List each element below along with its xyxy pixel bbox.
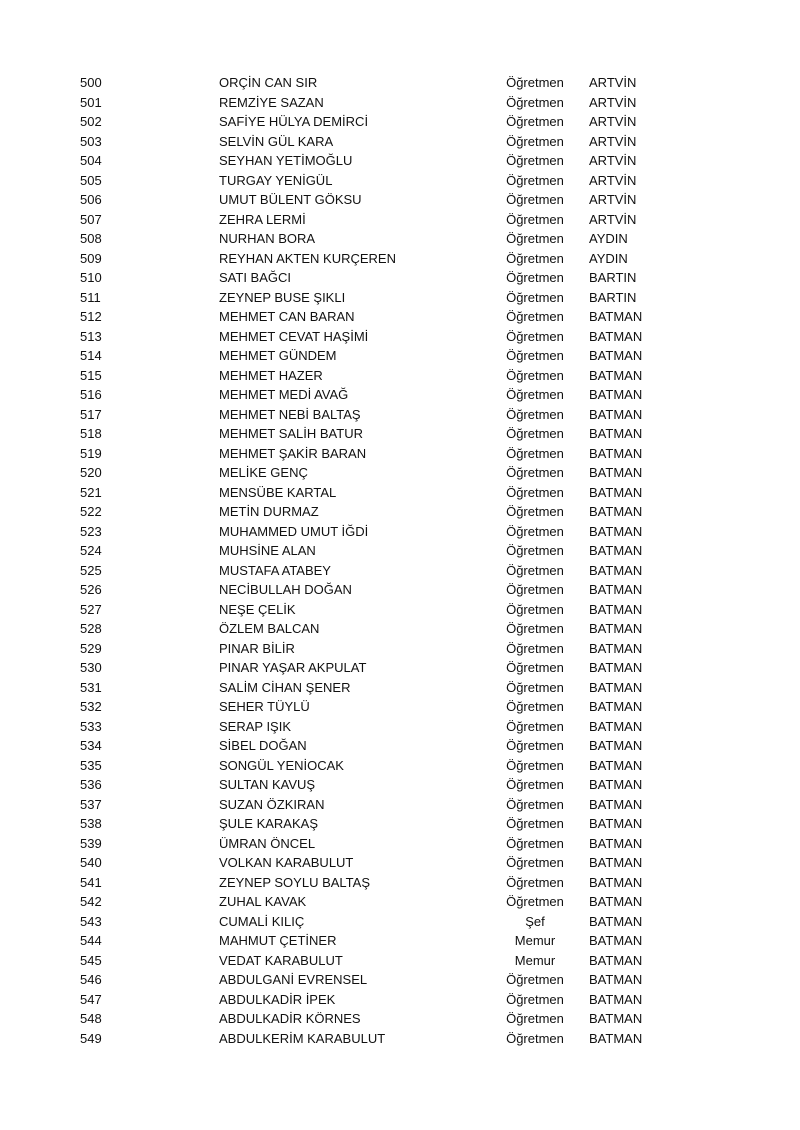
list-row — [0, 892, 800, 912]
job-title: Öğretmen — [506, 367, 564, 383]
row-number: 518 — [80, 426, 102, 441]
row-number: 537 — [80, 796, 102, 812]
person-name: PINAR YAŞAR AKPULAT — [219, 660, 367, 675]
job-title: Memur — [514, 952, 556, 968]
city-name: BATMAN — [589, 757, 643, 773]
job-title: Öğretmen — [506, 328, 564, 344]
person-name: SERAP IŞIK — [219, 718, 292, 734]
city-name: AYDIN — [589, 231, 628, 246]
person-name: ZUHAL KAVAK — [219, 894, 307, 909]
person-name: NEŞE ÇELİK — [219, 601, 296, 617]
person-name: MEHMET NEBİ BALTAŞ — [219, 406, 361, 422]
city-name: BATMAN — [589, 679, 643, 695]
row-number: 508 — [80, 231, 102, 246]
person-name: SATI BAĞCI — [219, 270, 291, 285]
list-row — [0, 463, 800, 483]
person-name: ZEHRA LERMİ — [219, 211, 306, 227]
list-row — [0, 268, 800, 288]
person-name: MEHMET MEDİ AVAĞ — [219, 387, 349, 402]
list-row — [0, 619, 800, 639]
row-number: 539 — [80, 835, 102, 851]
list-row — [0, 834, 800, 854]
city-name: BATMAN — [589, 484, 643, 500]
list-row — [0, 1009, 800, 1029]
city-name: BATMAN — [589, 777, 643, 792]
person-name: ABDULKADİR KÖRNES — [219, 1011, 361, 1026]
row-number: 528 — [80, 621, 102, 636]
person-name: TURGAY YENİGÜL — [219, 172, 333, 188]
job-title: Öğretmen — [506, 640, 564, 656]
city-name: ARTVİN — [589, 192, 637, 207]
row-number: 542 — [80, 894, 102, 909]
person-name: ZEYNEP SOYLU BALTAŞ — [219, 874, 370, 890]
row-number: 548 — [80, 1011, 102, 1026]
city-name: BATMAN — [589, 718, 643, 734]
row-number: 515 — [80, 367, 102, 383]
row-number: 506 — [80, 192, 102, 207]
list-row — [0, 990, 800, 1010]
job-title: Öğretmen — [506, 582, 564, 597]
city-name: ARTVİN — [589, 153, 637, 168]
person-name: MELİKE GENÇ — [219, 465, 308, 480]
list-row — [0, 951, 800, 971]
city-name: BATMAN — [589, 738, 643, 753]
city-name: BATMAN — [589, 621, 643, 636]
row-number: 524 — [80, 543, 102, 558]
person-name: MEHMET CEVAT HAŞİMİ — [219, 328, 369, 344]
list-row — [0, 249, 800, 269]
city-name: BATMAN — [589, 874, 643, 890]
list-row — [0, 678, 800, 698]
row-number: 543 — [80, 913, 102, 929]
job-title: Öğretmen — [506, 309, 564, 324]
row-number: 540 — [80, 855, 102, 870]
list-row — [0, 756, 800, 776]
job-title: Öğretmen — [506, 718, 564, 734]
list-row — [0, 288, 800, 308]
person-name: ÖZLEM BALCAN — [219, 621, 320, 636]
city-name: BATMAN — [589, 504, 643, 519]
list-row — [0, 522, 800, 542]
list-row — [0, 736, 800, 756]
person-name: ÜMRAN ÖNCEL — [219, 835, 316, 851]
city-name: BATMAN — [589, 699, 643, 714]
row-number: 549 — [80, 1030, 102, 1046]
city-name: ARTVİN — [589, 94, 637, 110]
person-name: MEHMET SALİH BATUR — [219, 426, 363, 441]
row-number: 520 — [80, 465, 102, 480]
city-name: BATMAN — [589, 1030, 643, 1046]
row-number: 514 — [80, 348, 102, 363]
list-row — [0, 853, 800, 873]
city-name: BATMAN — [589, 445, 643, 461]
row-number: 507 — [80, 211, 102, 227]
city-name: BATMAN — [589, 660, 643, 675]
row-number: 531 — [80, 679, 102, 695]
list-row — [0, 190, 800, 210]
job-title: Öğretmen — [506, 972, 564, 987]
list-row — [0, 600, 800, 620]
row-number: 512 — [80, 309, 102, 324]
row-number: 546 — [80, 972, 102, 987]
job-title: Öğretmen — [506, 231, 564, 246]
job-title: Öğretmen — [506, 757, 564, 773]
row-number: 516 — [80, 387, 102, 402]
city-name: BATMAN — [589, 348, 643, 363]
job-title: Öğretmen — [506, 699, 564, 714]
row-number: 534 — [80, 738, 102, 753]
person-name: MUHSİNE ALAN — [219, 543, 316, 558]
city-name: BATMAN — [589, 1011, 643, 1026]
list-row — [0, 639, 800, 659]
person-name: SALİM CİHAN ŞENER — [219, 679, 351, 695]
list-row — [0, 873, 800, 893]
job-title: Memur — [514, 933, 556, 948]
list-row — [0, 697, 800, 717]
row-number: 547 — [80, 991, 102, 1007]
list-row — [0, 580, 800, 600]
city-name: ARTVİN — [589, 114, 637, 129]
row-number: 529 — [80, 640, 102, 656]
row-number: 544 — [80, 933, 102, 948]
row-number: 545 — [80, 952, 102, 968]
row-number: 532 — [80, 699, 102, 714]
list-row — [0, 151, 800, 171]
row-number: 533 — [80, 718, 102, 734]
job-title: Öğretmen — [506, 796, 564, 812]
list-row — [0, 171, 800, 191]
person-name: ABDULKADİR İPEK — [219, 991, 336, 1007]
person-name: MEHMET ŞAKİR BARAN — [219, 445, 367, 461]
person-name: MUHAMMED UMUT İĞDİ — [219, 523, 369, 539]
list-row — [0, 424, 800, 444]
list-row — [0, 931, 800, 951]
person-name: SULTAN KAVUŞ — [219, 777, 316, 792]
row-number: 519 — [80, 445, 102, 461]
job-title: Öğretmen — [506, 465, 564, 480]
row-number: 521 — [80, 484, 102, 500]
person-name: MENSÜBE KARTAL — [219, 484, 337, 500]
row-number: 538 — [80, 816, 102, 831]
city-name: ARTVİN — [589, 75, 637, 90]
row-number: 501 — [80, 94, 102, 110]
list-row — [0, 717, 800, 737]
person-name: SEYHAN YETİMOĞLU — [219, 153, 353, 168]
city-name: BATMAN — [589, 796, 643, 812]
person-name: NECİBULLAH DOĞAN — [219, 582, 352, 597]
list-row — [0, 912, 800, 932]
list-row — [0, 210, 800, 230]
person-name: REMZİYE SAZAN — [219, 94, 324, 110]
list-row — [0, 385, 800, 405]
row-number: 527 — [80, 601, 102, 617]
job-title: Öğretmen — [506, 133, 564, 149]
city-name: AYDIN — [589, 250, 628, 266]
job-title: Öğretmen — [506, 601, 564, 617]
personnel-list — [0, 73, 800, 1048]
person-name: ORÇİN CAN SIR — [219, 75, 318, 90]
job-title: Öğretmen — [506, 621, 564, 636]
person-name: MEHMET HAZER — [219, 367, 323, 383]
person-name: VEDAT KARABULUT — [219, 952, 343, 968]
job-title: Öğretmen — [506, 289, 564, 305]
row-number: 505 — [80, 172, 102, 188]
city-name: BATMAN — [589, 523, 643, 539]
city-name: BATMAN — [589, 640, 643, 656]
job-title: Öğretmen — [506, 406, 564, 422]
list-row — [0, 93, 800, 113]
row-number: 502 — [80, 114, 102, 129]
person-name: ABDULKERİM KARABULUT — [219, 1030, 386, 1046]
city-name: BATMAN — [589, 562, 643, 578]
person-name: REYHAN AKTEN KURÇEREN — [219, 250, 396, 266]
list-row — [0, 561, 800, 581]
city-name: ARTVİN — [589, 172, 637, 188]
city-name: BATMAN — [589, 465, 643, 480]
city-name: BATMAN — [589, 367, 643, 383]
person-name: ABDULGANİ EVRENSEL — [219, 972, 368, 987]
list-row — [0, 814, 800, 834]
person-name: MAHMUT ÇETİNER — [219, 933, 337, 948]
city-name: BATMAN — [589, 972, 643, 987]
job-title: Öğretmen — [506, 153, 564, 168]
job-title: Öğretmen — [506, 816, 564, 831]
job-title: Öğretmen — [506, 172, 564, 188]
city-name: BATMAN — [589, 543, 643, 558]
job-title: Öğretmen — [506, 543, 564, 558]
row-number: 509 — [80, 250, 102, 266]
person-name: PINAR BİLİR — [219, 640, 295, 656]
job-title: Öğretmen — [506, 874, 564, 890]
city-name: BATMAN — [589, 933, 643, 948]
list-row — [0, 970, 800, 990]
job-title: Öğretmen — [506, 348, 564, 363]
job-title: Öğretmen — [506, 562, 564, 578]
job-title: Öğretmen — [506, 211, 564, 227]
row-number: 522 — [80, 504, 102, 519]
person-name: METİN DURMAZ — [219, 504, 319, 519]
row-number: 513 — [80, 328, 102, 344]
person-name: NURHAN BORA — [219, 231, 316, 246]
job-title: Öğretmen — [506, 1030, 564, 1046]
job-title: Öğretmen — [506, 777, 564, 792]
list-row — [0, 229, 800, 249]
city-name: ARTVİN — [589, 133, 637, 149]
city-name: BATMAN — [589, 952, 643, 968]
job-title: Şef — [525, 913, 545, 929]
person-name: MEHMET CAN BARAN — [219, 309, 355, 324]
person-name: ZEYNEP BUSE ŞIKLI — [219, 289, 346, 305]
job-title: Öğretmen — [506, 75, 564, 90]
job-title: Öğretmen — [506, 660, 564, 675]
list-row — [0, 444, 800, 464]
list-row — [0, 73, 800, 93]
list-row — [0, 775, 800, 795]
person-name: MUSTAFA ATABEY — [219, 562, 331, 578]
list-row — [0, 795, 800, 815]
job-title: Öğretmen — [506, 894, 564, 909]
city-name: BATMAN — [589, 601, 643, 617]
city-name: BATMAN — [589, 991, 643, 1007]
city-name: BATMAN — [589, 816, 643, 831]
city-name: BATMAN — [589, 426, 643, 441]
person-name: SUZAN ÖZKIRAN — [219, 796, 325, 812]
row-number: 536 — [80, 777, 102, 792]
job-title: Öğretmen — [506, 1011, 564, 1026]
list-row — [0, 307, 800, 327]
job-title: Öğretmen — [506, 270, 564, 285]
row-number: 500 — [80, 75, 102, 90]
job-title: Öğretmen — [506, 835, 564, 851]
person-name: SONGÜL YENİOCAK — [219, 757, 344, 773]
person-name: SEHER TÜYLÜ — [219, 699, 310, 714]
row-number: 525 — [80, 562, 102, 578]
city-name: BARTIN — [589, 289, 637, 305]
person-name: MEHMET GÜNDEM — [219, 348, 337, 363]
row-number: 517 — [80, 406, 102, 422]
job-title: Öğretmen — [506, 679, 564, 695]
job-title: Öğretmen — [506, 426, 564, 441]
row-number: 535 — [80, 757, 102, 773]
city-name: BATMAN — [589, 387, 643, 402]
row-number: 541 — [80, 874, 102, 890]
job-title: Öğretmen — [506, 114, 564, 129]
city-name: BATMAN — [589, 913, 643, 929]
job-title: Öğretmen — [506, 192, 564, 207]
city-name: ARTVİN — [589, 211, 637, 227]
row-number: 503 — [80, 133, 102, 149]
job-title: Öğretmen — [506, 991, 564, 1007]
person-name: UMUT BÜLENT GÖKSU — [219, 192, 362, 207]
job-title: Öğretmen — [506, 94, 564, 110]
row-number: 523 — [80, 523, 102, 539]
person-name: SİBEL DOĞAN — [219, 738, 307, 753]
job-title: Öğretmen — [506, 523, 564, 539]
city-name: BATMAN — [589, 328, 643, 344]
row-number: 530 — [80, 660, 102, 675]
city-name: BARTIN — [589, 270, 637, 285]
job-title: Öğretmen — [506, 445, 564, 461]
list-row — [0, 327, 800, 347]
job-title: Öğretmen — [506, 855, 564, 870]
job-title: Öğretmen — [506, 738, 564, 753]
person-name: ŞULE KARAKAŞ — [219, 816, 318, 831]
person-name: VOLKAN KARABULUT — [219, 855, 354, 870]
person-name: CUMALİ KILIÇ — [219, 913, 305, 929]
city-name: BATMAN — [589, 309, 643, 324]
row-number: 526 — [80, 582, 102, 597]
row-number: 511 — [80, 289, 101, 305]
list-row — [0, 346, 800, 366]
job-title: Öğretmen — [506, 250, 564, 266]
city-name: BATMAN — [589, 835, 643, 851]
person-name: SELVİN GÜL KARA — [219, 133, 334, 149]
city-name: BATMAN — [589, 894, 643, 909]
list-row — [0, 483, 800, 503]
city-name: BATMAN — [589, 855, 643, 870]
job-title: Öğretmen — [506, 387, 564, 402]
job-title: Öğretmen — [506, 504, 564, 519]
list-row — [0, 112, 800, 132]
city-name: BATMAN — [589, 406, 643, 422]
list-row — [0, 366, 800, 386]
city-name: BATMAN — [589, 582, 643, 597]
job-title: Öğretmen — [506, 484, 564, 500]
row-number: 510 — [80, 270, 102, 285]
list-row — [0, 541, 800, 561]
list-row — [0, 132, 800, 152]
list-row — [0, 405, 800, 425]
list-row — [0, 502, 800, 522]
row-number: 504 — [80, 153, 102, 168]
person-name: SAFİYE HÜLYA DEMİRCİ — [219, 114, 369, 129]
list-row — [0, 658, 800, 678]
list-row — [0, 1029, 800, 1049]
